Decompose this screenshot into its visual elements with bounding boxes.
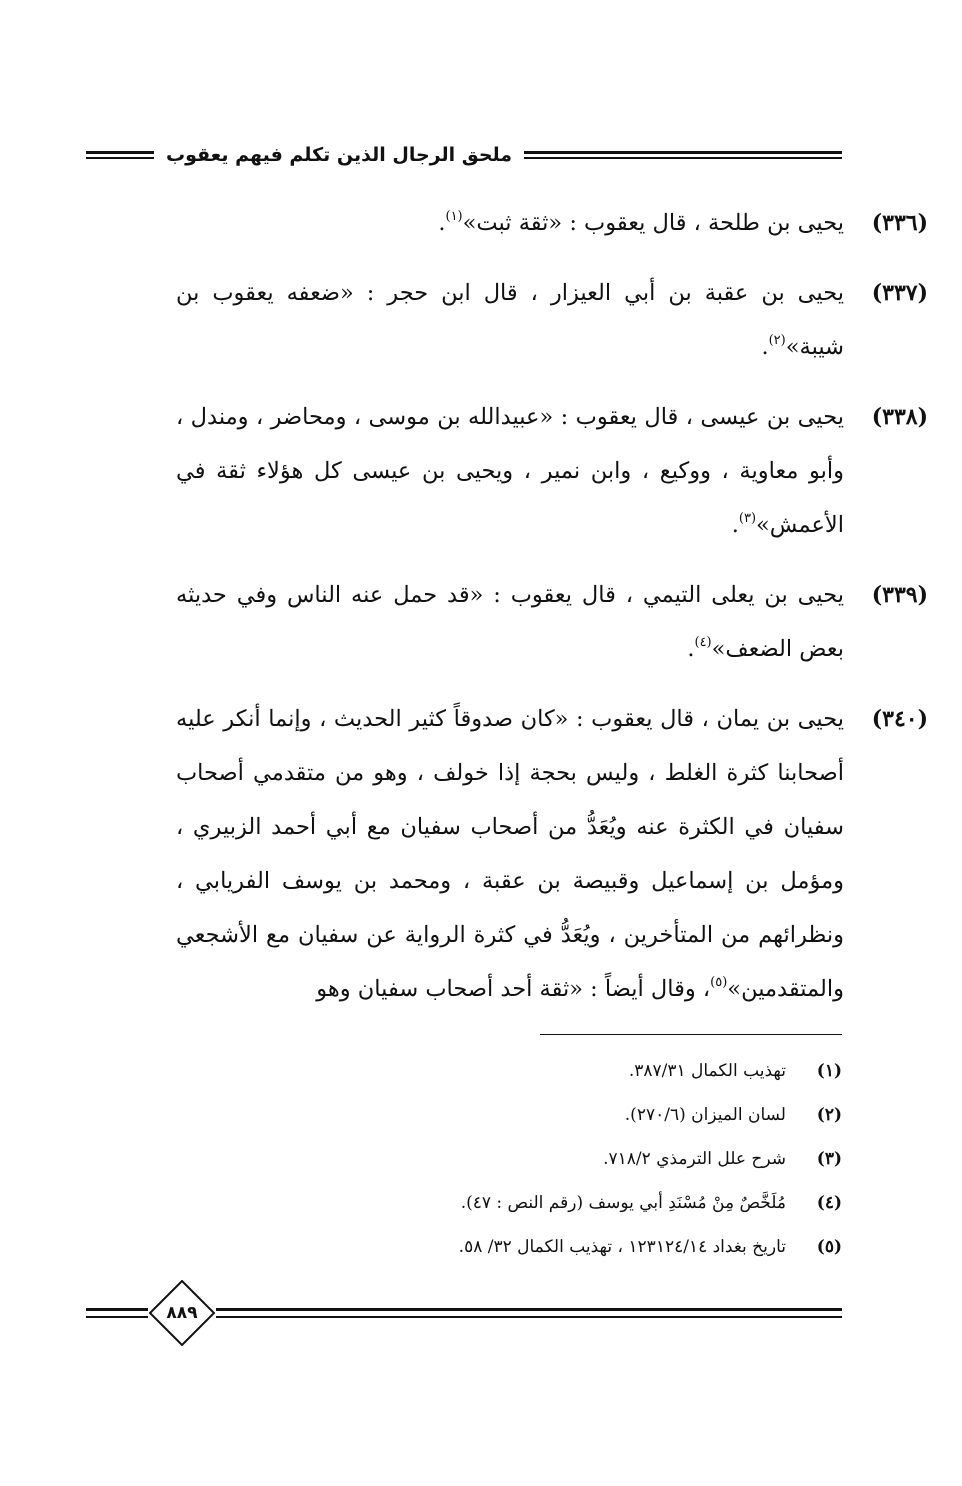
footnote-text: لسان الميزان (٢٧٠/٦). (624, 1105, 786, 1125)
entry-338 (176, 390, 928, 556)
header-title: ملحق الرجال الذين تكلم فيهم يعقوب (166, 144, 513, 166)
entry-text: يحيى بن طلحة ، قال يعقوب : «ثقة ثبت»$^{(١)}$. (438, 209, 844, 236)
running-header (86, 135, 842, 175)
footnote-number: (٥) (816, 1237, 842, 1257)
header-rule-right (524, 151, 842, 159)
entry-text: يحيى بن عيسى ، قال يعقوب : «عبيدالله بن موسى ، ومحاضر ، ومندل ، وأبو معاوية ، ووكيع ، وابن نمير ، ويحيى بن عيسى كل هؤلاء ثقة في الأعمش»$^{(٣)}$. (176, 404, 844, 538)
entry-number: (٣٣٧) (871, 280, 928, 306)
entry-text: يحيى بن يعلى التيمي ، قال يعقوب : «قد حمل عنه الناس وفي حديثه بعض الضعف»$^{(٤)}$. (176, 582, 844, 662)
footnote-item (280, 1054, 840, 1098)
entry-text: يحيى بن عقبة بن أبي العيزار ، قال ابن حجر : «ضعفه يعقوب بن شيبة»$^{(٢)}$. (176, 280, 844, 360)
footnote-ref: (٥) (710, 975, 728, 990)
footnote-item (280, 1142, 840, 1186)
entry-339 (176, 568, 928, 680)
footnote-number: (٤) (816, 1193, 842, 1213)
footnote-ref: (١) (445, 209, 463, 224)
footnote-number: (٣) (816, 1149, 842, 1169)
footnote-ref: (٢) (768, 333, 786, 348)
entry-337 (176, 266, 928, 378)
footnote-text: مُلَخَّصٌ مِنْ مُسْنَدِ أبي يوسف (رقم النص : ٤٧). (460, 1193, 786, 1213)
page-number: ٨٨٩ (166, 1303, 198, 1323)
footnote-number: (٢) (816, 1105, 842, 1125)
footnote-item (280, 1098, 840, 1142)
footnote-item (280, 1230, 840, 1274)
entry-number: (٣٤٠) (871, 706, 928, 732)
page-footer-ornament (86, 1276, 842, 1350)
header-rule-left (86, 151, 154, 159)
entry-number: (٣٣٨) (871, 404, 928, 430)
footnote-text: تهذيب الكمال ٣٨٧/٣١. (628, 1061, 786, 1081)
entry-number: (٣٣٦) (871, 210, 928, 236)
entry-text: يحيى بن يمان ، قال يعقوب : «كان صدوقاً كثير الحديث ، وإنما أنكر عليه أصحابنا كثرة الغلط ، وليس بحجة إذا خولف ، وهو من متقدمي أصحاب سفيان في الكثرة عنه ويُعَدُّ من أصحاب سفيان مع أبي أحمد الزبيري ، ومؤمل بن إسماعيل وقبيصة بن عقبة ، ومحمد بن يوسف الفريابي ، ونظرائهم من المتأخرين ، ويُعَدُّ في كثرة الرواية عن سفيان مع الأشجعي والمتقدمين»$^{(٥)}$، وقال أيضاً : «ثقة أحد أصحاب سفيان وهو (176, 706, 844, 1002)
footer-rule-left (86, 1308, 148, 1318)
footnote-item (280, 1186, 840, 1230)
footnote-separator (540, 1034, 842, 1035)
entry-number: (٣٣٩) (871, 582, 928, 608)
footnote-ref: (٣) (738, 511, 757, 526)
footnotes-list (280, 1054, 840, 1274)
entry-336 (176, 196, 928, 254)
entries-list (176, 196, 928, 1032)
footnote-text: تاريخ بغداد ١٢٣١٢٤/١٤ ، تهذيب الكمال ٣٢/ ٥٨. (458, 1237, 786, 1257)
footer-rule-right (216, 1308, 842, 1318)
entry-340 (176, 692, 928, 1020)
footnote-number: (١) (816, 1061, 842, 1081)
footnote-text: شرح علل الترمذي ٧١٨/٢. (603, 1149, 786, 1169)
footnote-ref: (٤) (694, 635, 712, 650)
